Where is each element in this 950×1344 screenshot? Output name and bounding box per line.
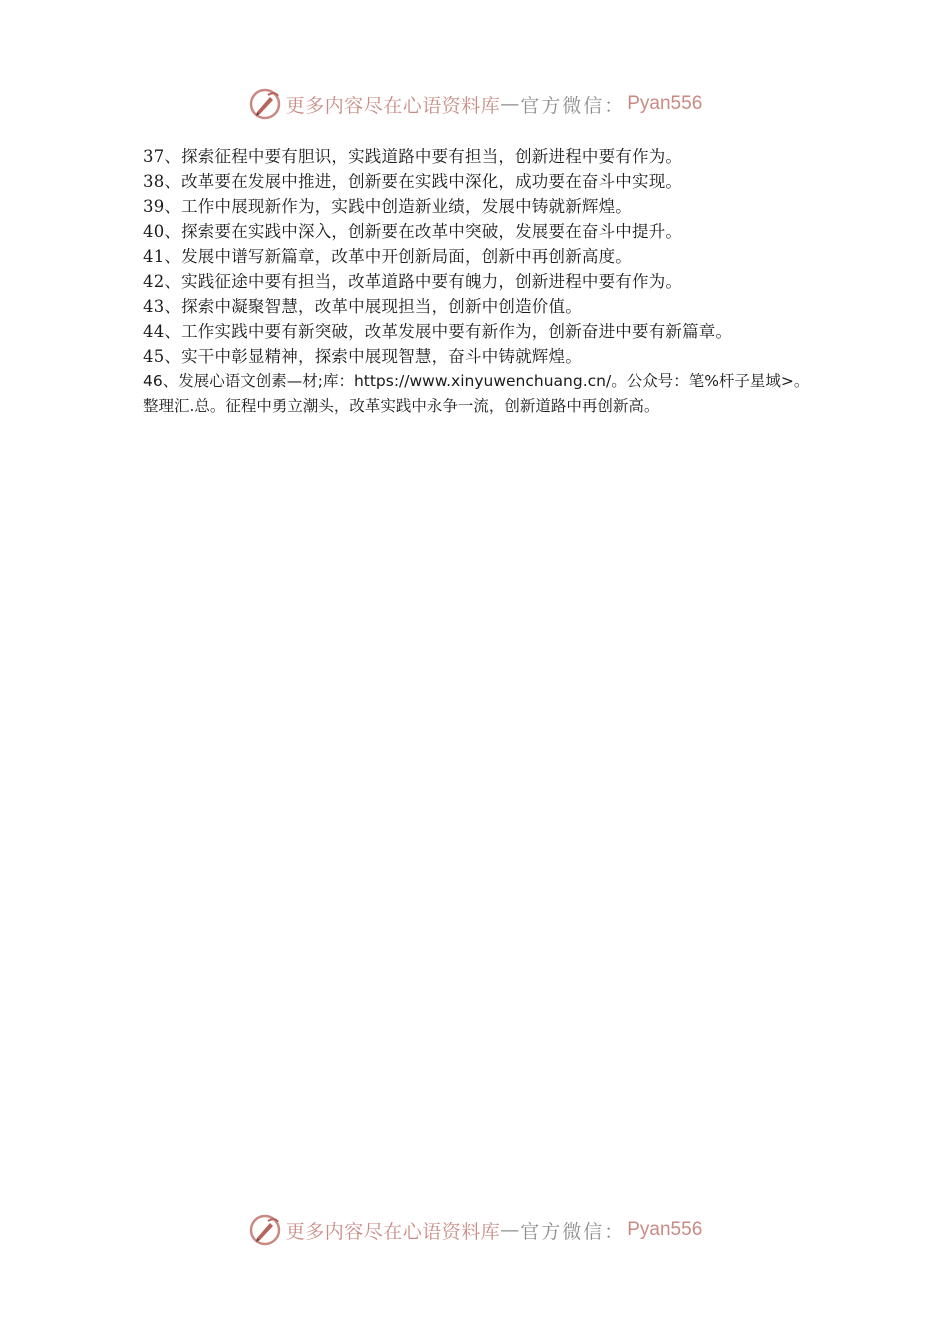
pen-logo-icon bbox=[248, 1213, 282, 1247]
footer-banner bbox=[0, 1210, 950, 1250]
wechat-label: 官方微信： bbox=[520, 1220, 626, 1243]
banner-separator: — bbox=[500, 93, 521, 115]
wechat-id: Pyan556 bbox=[627, 93, 703, 114]
list-item: 38、改革要在发展中推进，创新要在实践中深化，成功要在奋斗中实现。 bbox=[143, 172, 683, 191]
list-item-final: 46、发展心语文创素—材;库：https://www.xinyuwenchuang.cn/。公众号：笔%杆子星域>。整理汇.总。征程中勇立潮头，改革实践中永争一流，创新道路中再创新高。 bbox=[143, 372, 810, 415]
document-body bbox=[143, 144, 813, 419]
list-item: 39、工作中展现新作为，实践中创造新业绩，发展中铸就新辉煌。 bbox=[143, 197, 632, 216]
wechat-id: Pyan556 bbox=[627, 1219, 703, 1240]
pen-logo-icon bbox=[248, 87, 282, 121]
list-item: 37、探索征程中要有胆识，实践道路中要有担当，创新进程中要有作为。 bbox=[143, 147, 683, 166]
list-item: 40、探索要在实践中深入，创新要在改革中突破，发展要在奋斗中提升。 bbox=[143, 222, 683, 241]
list-item: 42、实践征途中要有担当，改革道路中要有魄力，创新进程中要有作为。 bbox=[143, 272, 683, 291]
list-item: 41、发展中谱写新篇章，改革中开创新局面，创新中再创新高度。 bbox=[143, 247, 632, 266]
banner-text: 更多内容尽在心语资料库 bbox=[285, 94, 501, 117]
banner-text: 更多内容尽在心语资料库 bbox=[285, 1220, 501, 1243]
wechat-label: 官方微信： bbox=[520, 94, 626, 117]
header-banner bbox=[0, 84, 950, 124]
list-item: 43、探索中凝聚智慧，改革中展现担当，创新中创造价值。 bbox=[143, 297, 582, 316]
list-item: 44、工作实践中要有新突破，改革发展中要有新作为，创新奋进中要有新篇章。 bbox=[143, 322, 733, 341]
banner-separator: — bbox=[500, 1219, 521, 1241]
list-item: 45、实干中彰显精神，探索中展现智慧，奋斗中铸就辉煌。 bbox=[143, 347, 582, 366]
